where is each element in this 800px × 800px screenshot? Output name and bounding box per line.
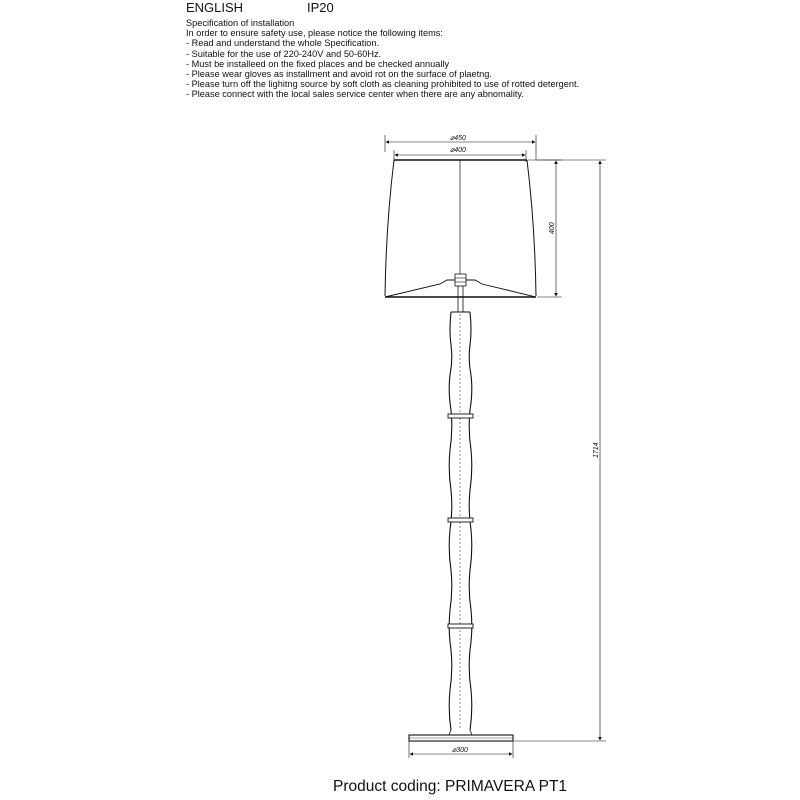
joint-ring [448, 518, 473, 522]
dim-shade-inner-label: ⌀400 [450, 147, 466, 154]
spec-item: - Please turn off the lighitng source by soft cloth as cleaning prohibited to use of rotted detergent. [186, 79, 580, 90]
dim-shade-outer-label: ⌀450 [450, 135, 466, 142]
spec-item: - Please connect with the local sales service center when there are any abnomality. [186, 89, 524, 100]
dimension-shade-height [537, 160, 562, 297]
dim-base-label: ⌀300 [452, 747, 468, 754]
dim-total-height-label: 1714 [593, 442, 600, 458]
spec-item: - Suitable for the use of 220-240V and 50-60Hz. [186, 48, 382, 59]
joint-ring [448, 414, 473, 418]
dimension-total-height [514, 160, 606, 741]
spec-title: Specification of installation [186, 18, 295, 28]
spec-item: - Read and understand the whole Specification. [186, 38, 380, 49]
lamp-base [409, 730, 513, 741]
lamp-shade [385, 160, 536, 312]
dim-shade-height-label: 400 [549, 222, 556, 234]
product-coding: Product coding: PRIMAVERA PT1 [333, 778, 568, 795]
spec-item: - Please wear gloves as installment and avoid rot on the surface of plaetng. [186, 69, 492, 80]
joint-ring [448, 624, 473, 628]
lamp-column [448, 312, 473, 730]
ip-rating-label: IP20 [307, 0, 334, 15]
spec-intro: In order to ensure safety use, please notice the following items: [186, 28, 443, 39]
spec-item: - Must be installeed on the fixed places and be checked annually [186, 58, 450, 69]
dimension-base [409, 741, 513, 758]
language-label: ENGLISH [186, 0, 244, 15]
